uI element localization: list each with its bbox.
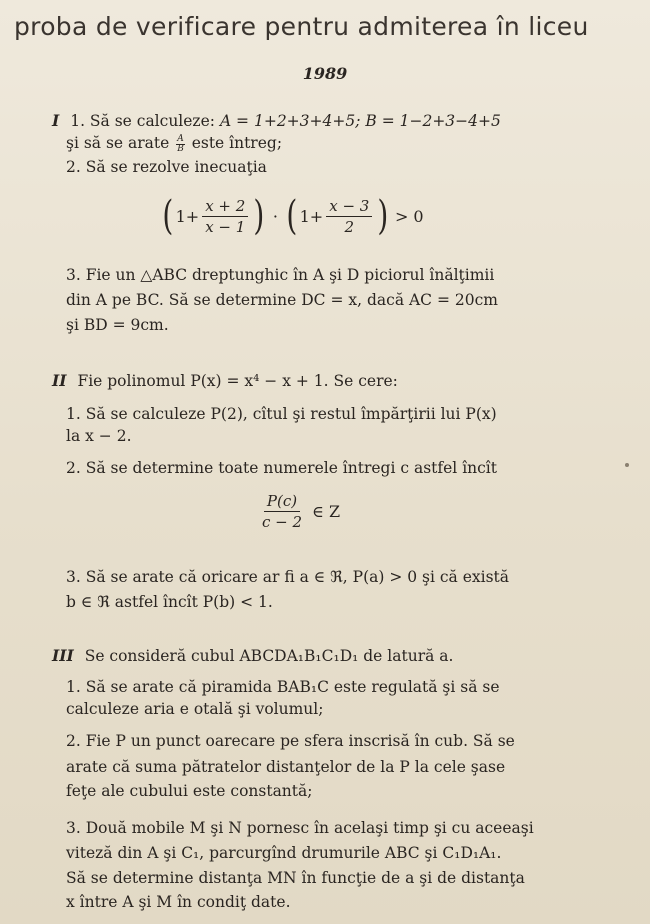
fraction-denominator: x − 1 [205, 217, 246, 236]
fraction-denominator: c − 2 [262, 513, 303, 531]
fraction-numerator: x − 3 [326, 197, 372, 217]
section3-problem2-line2: arate că suma pătratelor distanţelor de la P la cele şase [66, 758, 506, 776]
divisibility-formula [256, 492, 340, 531]
section3-problem1-line2: calculeze aria e otală şi volumul; [66, 700, 324, 718]
fraction-denominator: B [177, 143, 184, 154]
section3-problem3-line2: viteză din A şi C₁, parcurgînd drumurile ABC şi C₁D₁A₁. [66, 844, 502, 862]
section2-problem3-line2: b ∈ ℜ astfel încît P(b) < 1. [66, 593, 273, 611]
section3-problem3-line1: 3. Două mobile M şi N pornesc în acelaşi timp şi cu aceeaşi [66, 819, 534, 837]
section3-problem2-line1: 2. Fie P un punct oarecare pe sfera inscrisă în cub. Să se [66, 732, 515, 750]
section2-problem1-line1: 1. Să se calculeze P(2), cîtul şi restul împărţirii lui P(x) [66, 405, 497, 423]
section2-problem3-line1: 3. Să se arate că oricare ar fi a ∈ ℜ, P(a) > 0 şi că există [66, 568, 510, 586]
section3-intro-text: Se consideră cubul ABCDA₁B₁C₁D₁ de latură a. [84, 647, 454, 665]
section3-problem3-line3: Să se determine distanţa MN în funcţie de a şi de distanţa [66, 869, 525, 887]
formula-multiply: · [272, 206, 279, 226]
section1-p1-text: 1. Să se calculeze: [70, 112, 215, 130]
formula-one-1: 1+ [175, 206, 200, 226]
section1-problem3-line3: şi BD = 9cm. [66, 316, 169, 334]
fraction-numerator: A [177, 133, 184, 144]
section1-roman-numeral: I [52, 111, 60, 130]
formula-fraction-1 [202, 197, 248, 236]
formula-fraction [259, 492, 305, 531]
section3-problem1-line1: 1. Să se arate că piramida BAB₁C este regulată şi să se [66, 678, 500, 696]
section1-problem3-line2: din A pe BC. Să se determine DC = x, dacă AC = 20cm [66, 291, 498, 309]
paren-open-2: ( [286, 193, 298, 239]
fraction-numerator: P(c) [264, 492, 300, 512]
section1-p1-math: A = 1+2+3+4+5; B = 1−2+3−4+5 [219, 112, 501, 130]
section1-problem3-line1: 3. Fie un △ABC dreptunghic în A şi D piciorul înălţimii [66, 266, 495, 284]
section3-intro [52, 646, 453, 666]
section1-problem1-line2 [66, 133, 282, 154]
page-title: proba de verificare pentru admiterea în liceu [14, 12, 589, 41]
formula-relation: > 0 [394, 206, 424, 226]
fraction-numerator: x + 2 [202, 197, 248, 217]
paren-open-1: ( [162, 193, 174, 239]
section3-problem3-line4: x între A şi M în condiţ date. [66, 893, 291, 911]
section1-problem1-line1 [52, 111, 501, 131]
paper-speck [625, 463, 629, 467]
section2-roman-numeral: II [52, 371, 67, 390]
section2-intro [52, 371, 398, 391]
inequality-formula [160, 193, 424, 239]
formula-fraction-2 [326, 197, 372, 236]
formula-one-2: 1+ [299, 206, 324, 226]
formula-relation: ∈ Z [312, 502, 341, 521]
section2-intro-text: Fie polinomul P(x) = x⁴ − x + 1. Se cere: [77, 372, 398, 390]
fraction-denominator: 2 [344, 217, 355, 236]
section2-problem1-line2: la x − 2. [66, 427, 132, 445]
section1-problem2-line: 2. Să se rezolve inecuaţia [66, 158, 267, 176]
paren-close-1: ) [253, 193, 265, 239]
section3-problem2-line3: feţe ale cubului este constantă; [66, 782, 313, 800]
section2-problem2-line: 2. Să se determine toate numerele întregi c astfel încît [66, 459, 497, 477]
section1-p1-line2-post: este întreg; [191, 134, 283, 152]
section1-p1-fraction [176, 135, 185, 154]
section3-roman-numeral: III [52, 646, 74, 665]
section1-p1-line2-pre: şi să se arate [66, 134, 170, 152]
exam-year: 1989 [302, 64, 348, 83]
paren-close-2: ) [377, 193, 389, 239]
